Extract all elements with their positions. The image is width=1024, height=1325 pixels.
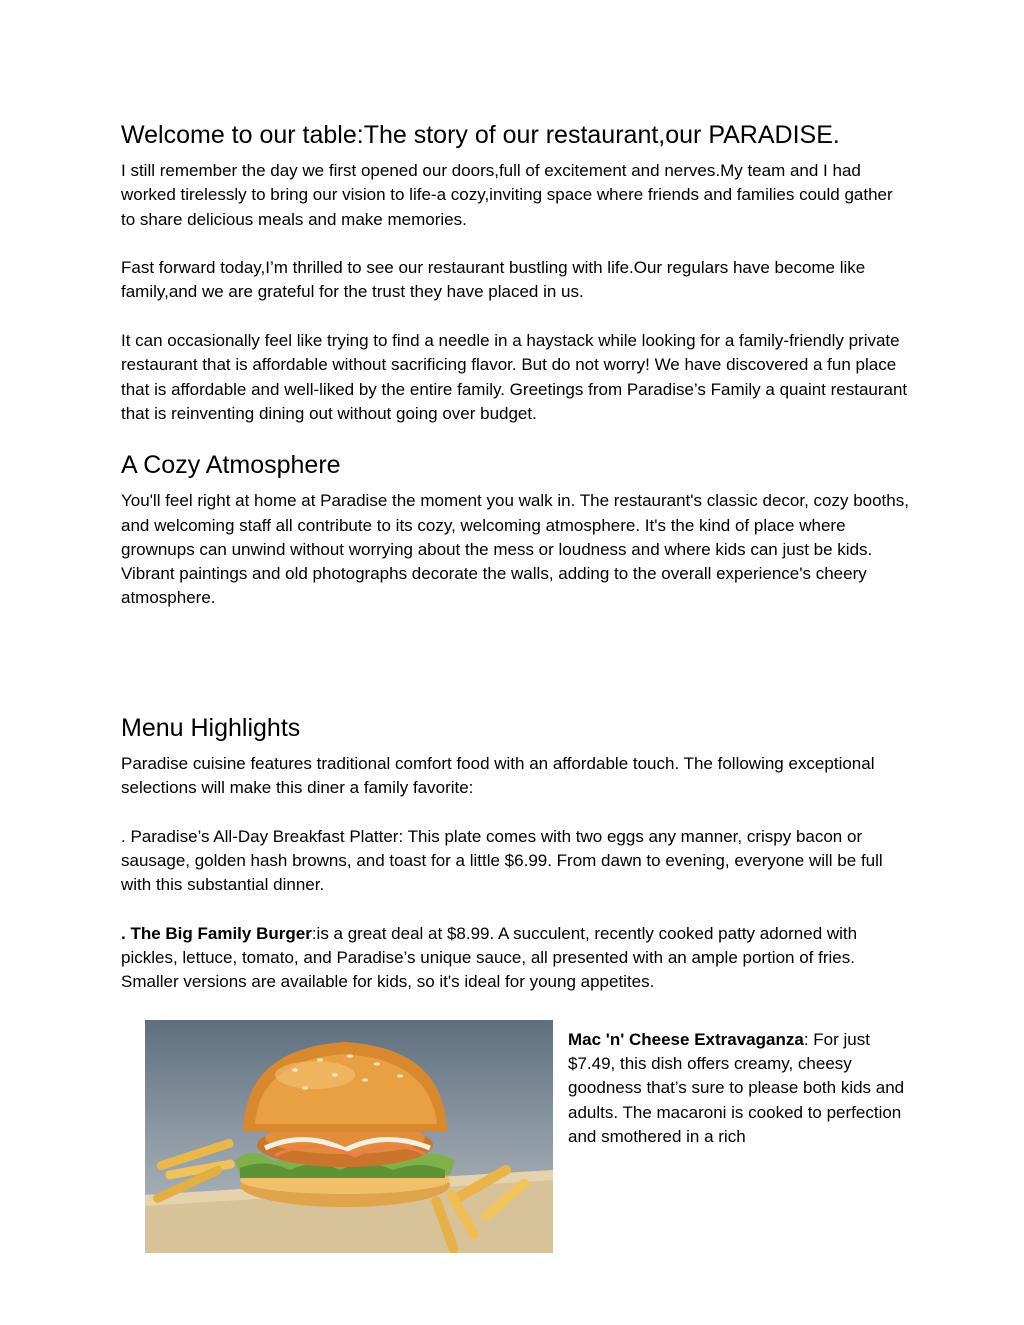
- mac-cheese-paragraph: [568, 1028, 913, 1149]
- intro-paragraph-3: It can occasionally feel like trying to find a needle in a haystack while looking for a family-friendly private restaurant that is affordable without sacrificing flavor. But do not worry! We have discovered a fun place that is affordable and well-liked by the entire family. Greetings from Paradise’s Family a quaint restaurant that is reinventing dining out without going over budget.: [121, 331, 908, 423]
- menu-intro-paragraph: Paradise cuisine features traditional comfort food with an affordable touch. The following exceptional selections will make this diner a family favorite:: [121, 753, 875, 798]
- intro-paragraph-2: Fast forward today,I’m thrilled to see our restaurant bustling with life.Our regulars have become like family,and we are grateful for the trust they have placed in us.: [121, 258, 866, 302]
- burger-description: :is a great deal at $8.99. A succulent, recently cooked patty adorned with pickles, lettuce, tomato, and Paradise’s unique sauce, all presented with an ample portion of fries. Smaller versions are available for kids, so it's ideal for young appetites.: [121, 923, 858, 992]
- page-title: Welcome to our table:The story of our restaurant,our PARADISE.: [121, 121, 840, 149]
- burger-paragraph: [121, 922, 911, 995]
- intro-paragraph-1: I still remember the day we first opened our doors,full of excitement and nerves.My team and I had worked tirelessly to bring our vision to life-a cozy,inviting space where friends and families could gather to share delicious meals and make memories.: [121, 161, 893, 229]
- mac-cheese-name: Mac 'n' Cheese Extravaganza: [568, 1029, 804, 1049]
- burger-photo: [145, 1020, 553, 1253]
- figure-row: [121, 1020, 911, 1260]
- document-page: [121, 118, 911, 1260]
- burger-name: . The Big Family Burger: [121, 923, 312, 943]
- breakfast-paragraph: . Paradise’s All-Day Breakfast Platter: This plate comes with two eggs any manner, crispy bacon or sausage, golden hash browns, and toast for a little $6.99. From dawn to evening, everyone will be full with this substantial dinner.: [121, 826, 883, 895]
- mac-cheese-description: : For just $7.49, this dish offers creamy, cheesy goodness that’s sure to please both kids and adults. The macaroni is cooked to perfection and smothered in a rich: [568, 1029, 905, 1146]
- atmosphere-heading: A Cozy Atmosphere: [121, 451, 341, 480]
- menu-heading: Menu Highlights: [121, 713, 301, 742]
- atmosphere-paragraph: You'll feel right at home at Paradise the moment you walk in. The restaurant's classic decor, cozy booths, and welcoming staff all contribute to its cozy, welcoming atmosphere. It's the kind of place where grownups can unwind without worrying about the mess or loudness and where kids can just be kids. Vibrant paintings and old photographs decorate the walls, adding to the overall experience's cheery atmosphere.: [121, 491, 909, 608]
